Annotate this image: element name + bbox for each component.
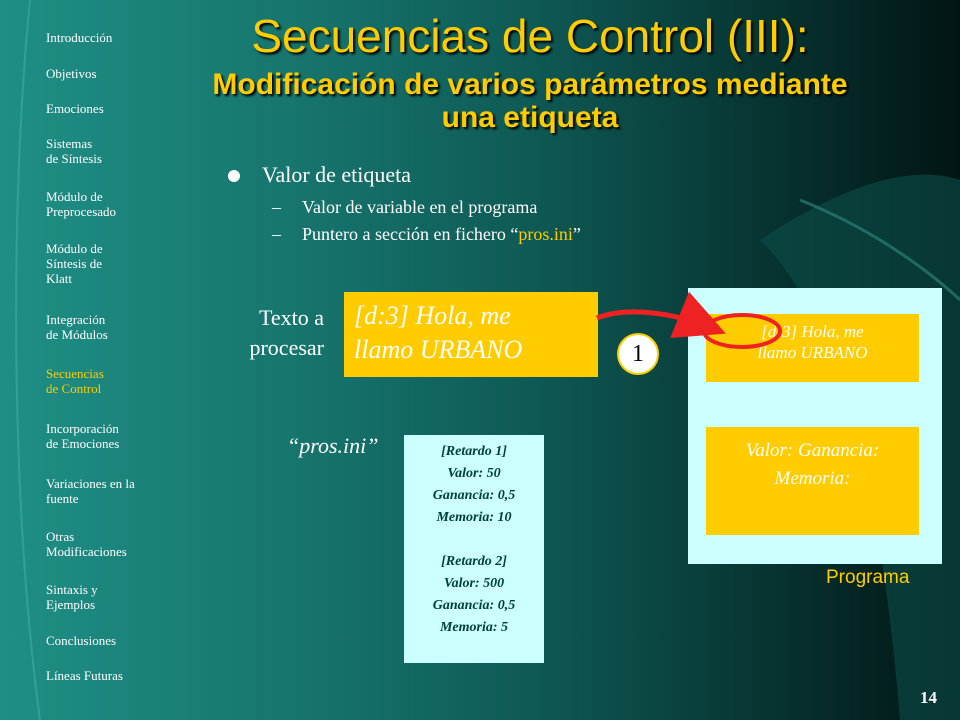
- sidebar-item-conclusiones[interactable]: Conclusiones: [46, 633, 117, 648]
- program-label: Programa: [826, 567, 910, 588]
- program-params-box: Valor: Ganancia: Memoria:: [706, 427, 919, 535]
- sub-bullet-dash: –: [272, 197, 281, 217]
- ini-line: Valor: 50: [447, 466, 501, 481]
- sidebar-item-incorporacion-emociones[interactable]: Incorporación de Emociones: [46, 421, 120, 451]
- ini-line: [Retardo 2]: [441, 554, 507, 569]
- sidebar-item-modulo-preprocesado[interactable]: Módulo de Preprocesado: [46, 189, 117, 219]
- sidebar-item-secuencias-control[interactable]: Secuencias de Control: [46, 366, 104, 396]
- sub-bullet-variable: Valor de variable en el programa: [302, 197, 538, 217]
- ini-line: Memoria: 5: [439, 620, 509, 635]
- sidebar-item-integracion-modulos[interactable]: Integración de Módulos: [46, 312, 108, 342]
- ini-file-label: “pros.ini”: [287, 433, 379, 458]
- sidebar-item-sintaxis-ejemplos[interactable]: Sintaxis y Ejemplos: [46, 582, 98, 612]
- sidebar-item-lineas-futuras[interactable]: Líneas Futuras: [46, 668, 123, 683]
- slide-title: Secuencias de Control (III):: [251, 10, 809, 62]
- ini-line: Ganancia: 0,5: [432, 598, 516, 613]
- ini-line: Ganancia: 0,5: [432, 488, 516, 503]
- ini-file-box: [404, 435, 544, 663]
- input-text-box: [d:3] Hola, me llamo URBANO: [344, 292, 598, 377]
- page-number: 14: [920, 688, 937, 707]
- highlight-circle: [704, 315, 780, 347]
- slide-subtitle: Modificación de varios parámetros mediante una etiqueta: [212, 68, 848, 134]
- program-input-box: [d:3] Hola, me llamo URBANO: [706, 314, 919, 382]
- sidebar-item-introduccion[interactable]: Introducción: [46, 30, 113, 45]
- sub-bullet-suffix: ”: [572, 224, 581, 244]
- sidebar-item-modulo-klatt[interactable]: Módulo de Síntesis de Klatt: [46, 241, 103, 286]
- sidebar-item-variaciones-fuente[interactable]: Variaciones en la fuente: [46, 476, 135, 506]
- ini-line: [Retardo 1]: [441, 444, 507, 459]
- input-label: Texto a procesar: [249, 305, 324, 360]
- sidebar-item-otras-modificaciones[interactable]: Otras Modificaciones: [46, 529, 127, 559]
- sidebar-item-sistemas-sintesis[interactable]: Sistemas de Síntesis: [46, 136, 102, 166]
- ini-line: Memoria: 10: [436, 510, 512, 525]
- bullet-text: Valor de etiqueta: [262, 162, 412, 187]
- sub-bullet-prefix: Puntero a sección en fichero “: [302, 224, 519, 244]
- sub-bullet-highlight: pros.ini: [518, 224, 573, 244]
- sidebar-item-emociones[interactable]: Emociones: [46, 101, 104, 116]
- step-badge: 1: [617, 333, 659, 375]
- ini-line: Valor: 500: [443, 576, 505, 591]
- sub-bullet-dash: –: [272, 224, 281, 244]
- ini-line: [404, 529, 544, 551]
- sidebar-item-objetivos[interactable]: Objetivos: [46, 66, 97, 81]
